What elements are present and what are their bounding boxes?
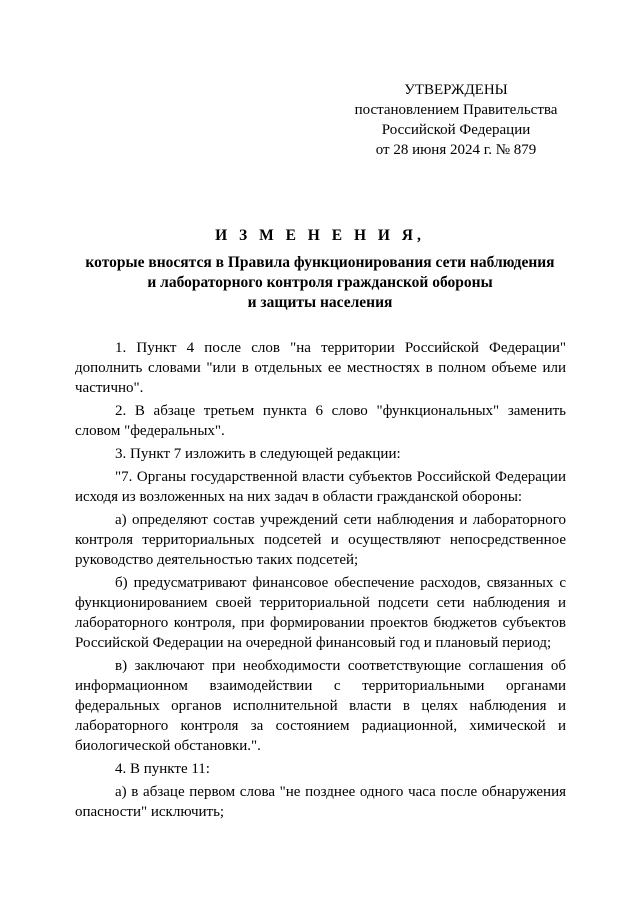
heading-line-3: и защиты населения	[247, 294, 393, 311]
heading-line-2: и лабораторного контроля гражданской обороны	[147, 274, 493, 291]
approval-title: УТВЕРЖДЕНЫ	[404, 82, 508, 98]
approval-line-1: постановлением Правительства	[354, 102, 558, 118]
document-body	[75, 338, 566, 822]
paragraph-7: в) заключают при необходимости соответствующие соглашения об информационном взаимодействии с территориальными органами федеральных органов исполнительной власти в целях наблюдения и лабораторного контроля за состоянием радиационной, химической и биологической обстановки.".	[75, 658, 566, 754]
paragraph-5: а) определяют состав учреждений сети наблюдения и лабораторного контроля территориальных подсетей и осуществляют непосредственное руководство деятельностью таких подсетей;	[75, 512, 566, 568]
paragraph-1: 1. Пункт 4 после слов "на территории Российской Федерации" дополнить словами "или в отдельных ее местностях в полном объеме или частично".	[75, 340, 566, 396]
paragraph-4: "7. Органы государственной власти субъектов Российской Федерации исходя из возложенных на них задач в области гражданской обороны:	[75, 469, 566, 505]
paragraph-9: а) в абзаце первом слова "не позднее одного часа после обнаружения опасности" исключить;	[75, 784, 566, 820]
paragraph-6: б) предусматривают финансовое обеспечение расходов, связанных с функционированием своей территориальной подсети сети наблюдения и лабораторного контроля, при формировании проектов бюджетов субъектов Российской Федерации на очередной финансовый год и плановый период;	[75, 575, 566, 651]
paragraph-2: 2. В абзаце третьем пункта 6 слово "функциональных" заменить словом "федеральных".	[75, 403, 566, 439]
document-heading	[75, 227, 565, 313]
paragraph-3: 3. Пункт 7 изложить в следующей редакции:	[115, 446, 401, 462]
approval-stamp	[345, 80, 567, 160]
heading-line-1: которые вносятся в Правила функционирования сети наблюдения	[85, 254, 555, 271]
paragraph-8: 4. В пункте 11:	[115, 761, 210, 777]
approval-date: от 28 июня 2024 г. № 879	[375, 142, 537, 158]
approval-line-2: Российской Федерации	[381, 122, 531, 138]
document-title: И З М Е Н Е Н И Я,	[215, 227, 425, 244]
